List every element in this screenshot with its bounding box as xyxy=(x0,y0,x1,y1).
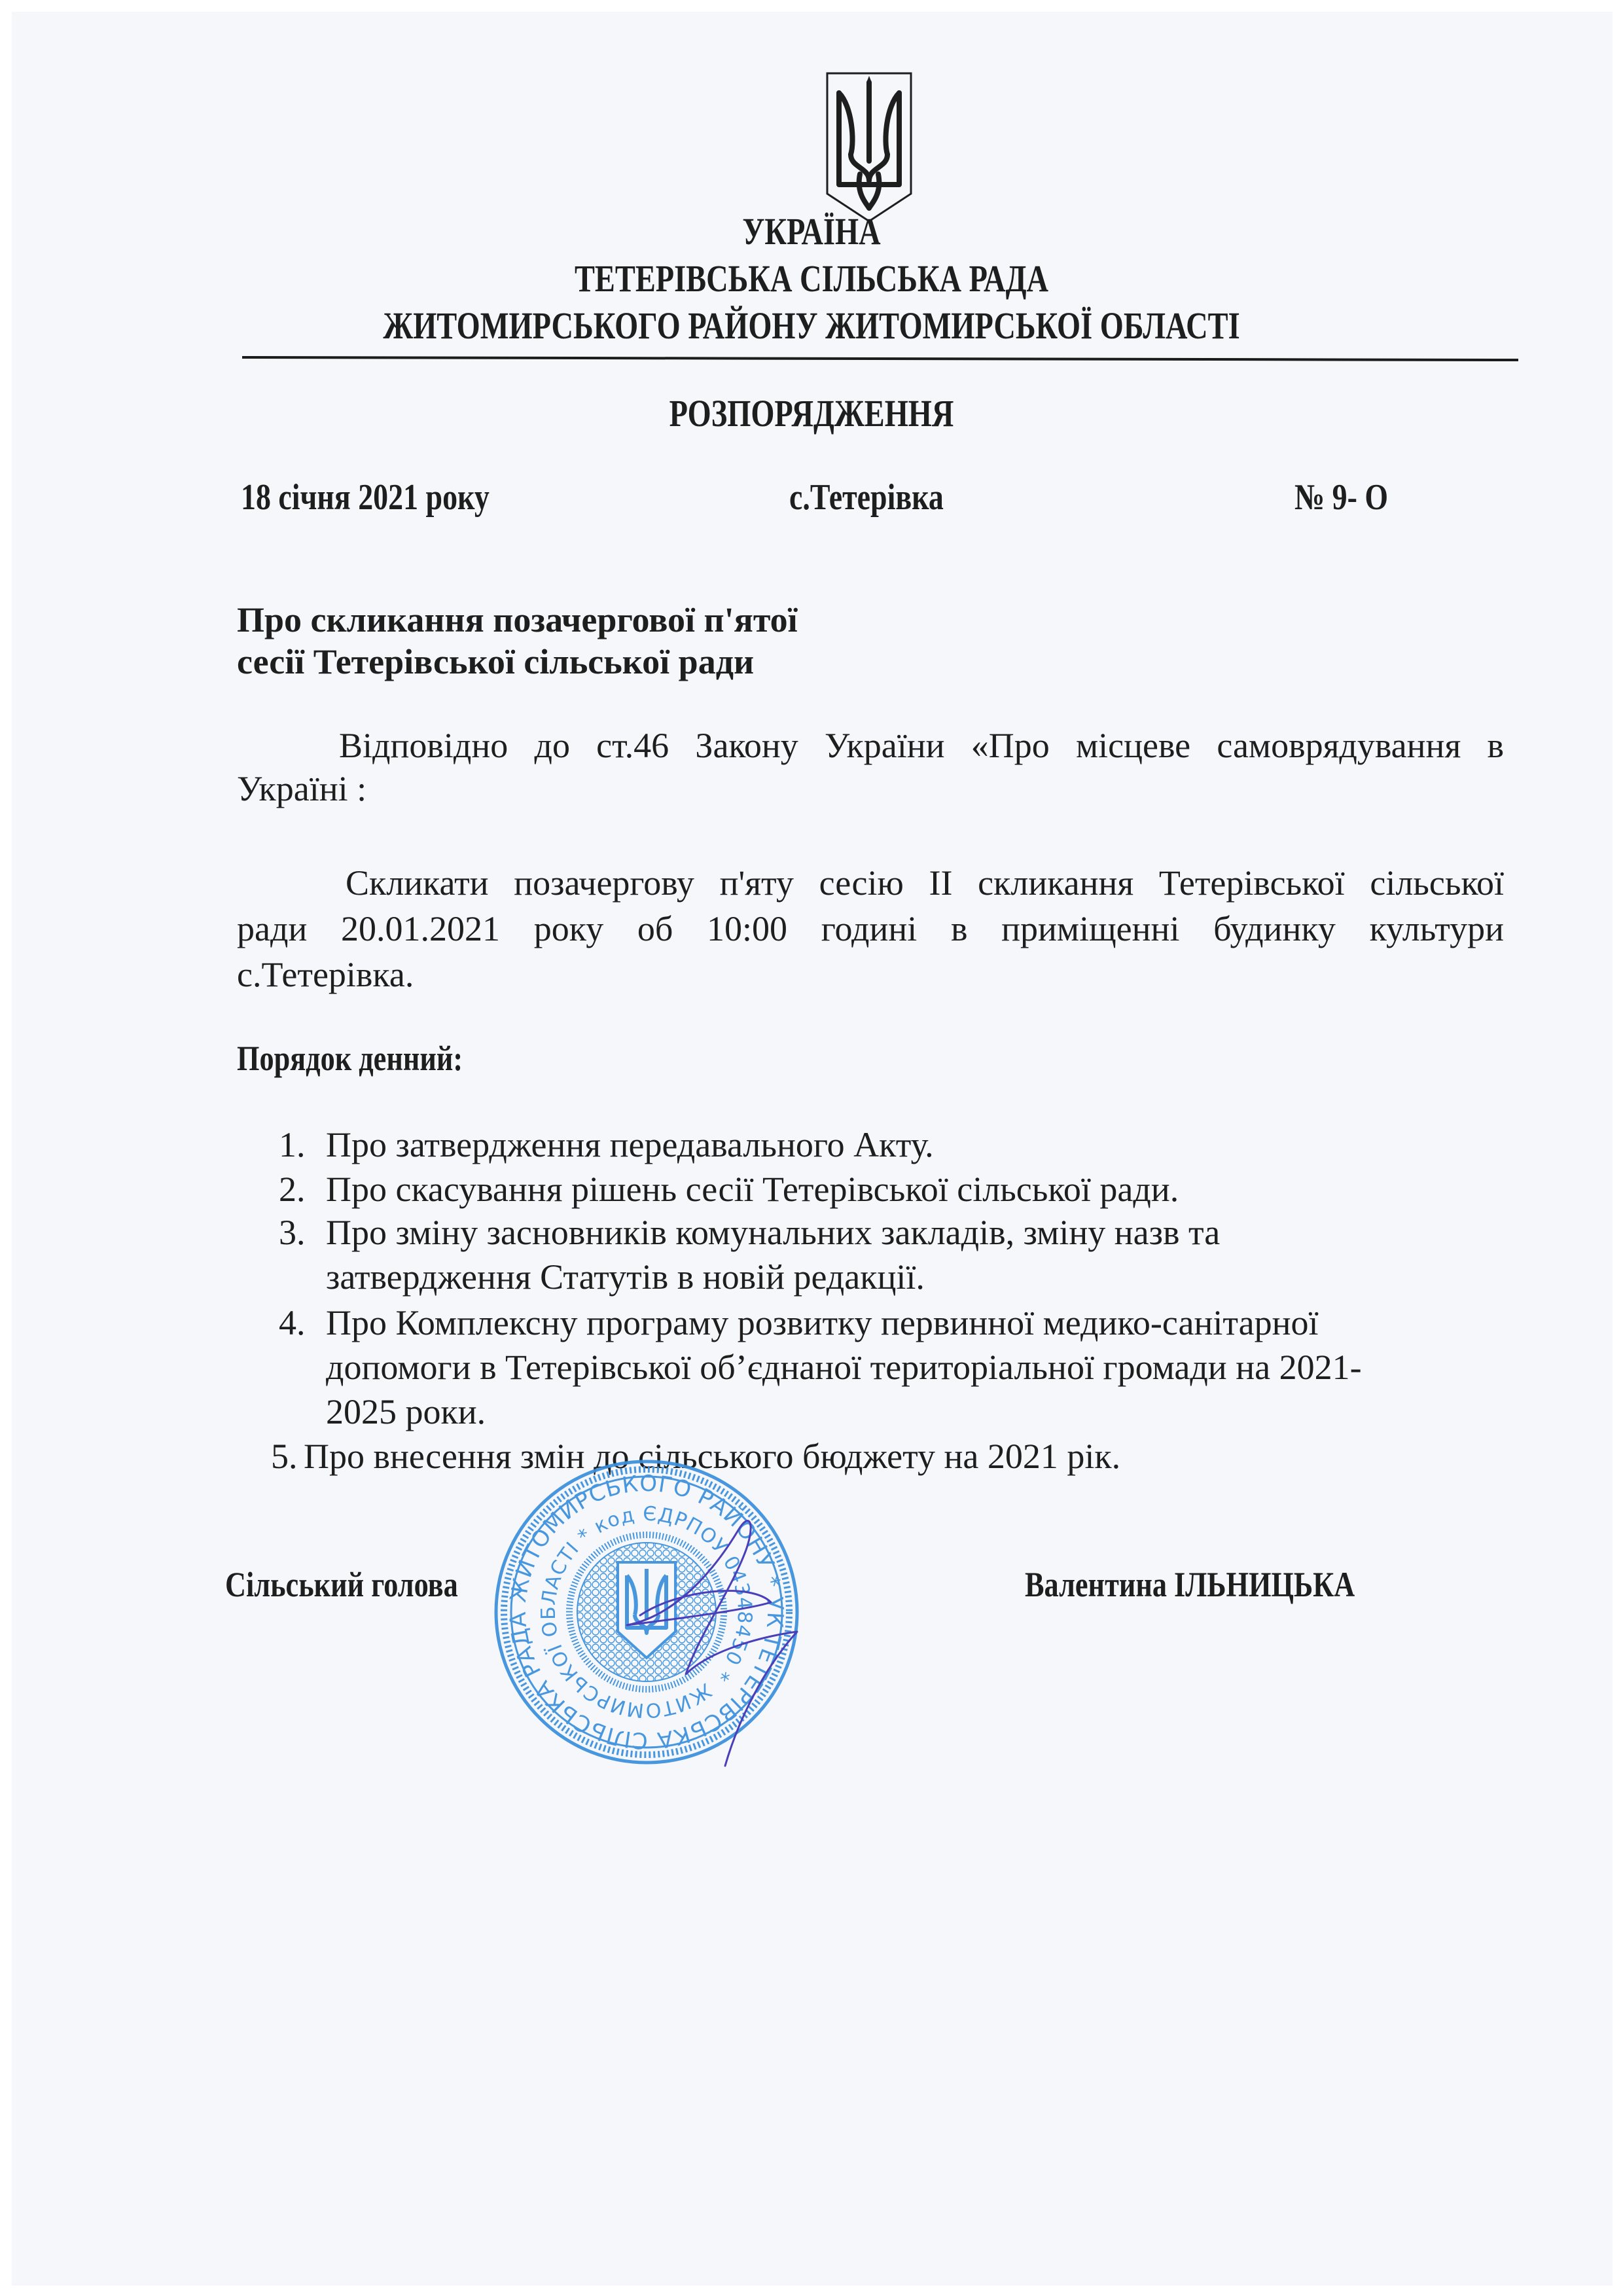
agenda-item-text: Про внесення змін до сільського бюджету на 2021 рік. xyxy=(304,1437,1121,1476)
agenda-item-number: 3. xyxy=(279,1213,306,1252)
agenda-item-number: 4. xyxy=(279,1303,306,1342)
header-country: УКРАЇНА xyxy=(742,210,881,253)
preamble-line-1: Відповідно до ст.46 Закону України «Про місцеве самоврядування в xyxy=(339,726,1504,765)
header-council: ТЕТЕРІВСЬКА СІЛЬСЬКА РАДА xyxy=(574,257,1049,300)
stamp-outer-text: ТЕТЕРІВСЬКА СІЛЬСЬКА РАДА ЖИТОМИРСЬКОГО РАЙОНУ * УКРАЇНА xyxy=(505,1470,789,1754)
agenda-item-text: Про затвердження передавального Акту. xyxy=(326,1125,934,1164)
agenda-title: Порядок денний: xyxy=(237,1039,463,1078)
trident-coat-of-arms-icon xyxy=(823,69,915,226)
scanned-page xyxy=(12,12,1613,2286)
agenda-item-number: 2. xyxy=(279,1170,306,1209)
header-region: ЖИТОМИРСЬКОГО РАЙОНУ ЖИТОМИРСЬКОЇ ОБЛАСТІ xyxy=(383,304,1240,347)
document-type-title: РОЗПОРЯДЖЕННЯ xyxy=(669,392,954,435)
agenda-item-number: 1. xyxy=(279,1125,306,1164)
preamble-line-2: Україні : xyxy=(237,769,367,808)
document-number: № 9- О xyxy=(1294,477,1389,518)
agenda-item-text: Про Комплексну програму розвитку первинної медико-санітарної xyxy=(326,1303,1319,1342)
agenda-item-text: затвердження Статутів в новій редакції. xyxy=(326,1257,925,1297)
signatory-position: Сільський голова xyxy=(225,1565,458,1604)
agenda-item-text: 2025 роки. xyxy=(326,1392,486,1431)
header-divider xyxy=(242,356,1518,361)
stamp-inner-text: ЖИТОМИРСЬКОЇ ОБЛАСТІ * код ЄДРПОУ 04348450 * xyxy=(537,1502,757,1722)
subject-line-2: сесії Тетерівської сільської ради xyxy=(237,642,755,681)
subject-line-1: Про скликання позачергової п'ятої xyxy=(237,600,798,639)
document-date: 18 січня 2021 року xyxy=(241,477,490,518)
agenda-item-number: 5. xyxy=(271,1437,298,1476)
signatory-name: Валентина ІЛЬНИЦЬКА xyxy=(1025,1565,1355,1604)
handwritten-signature xyxy=(601,1504,863,1779)
agenda-item-text: Про зміну засновників комунальних закладів, зміну назв та xyxy=(326,1213,1221,1252)
decision-line-1: Скликати позачергову п'яту сесію ІІ скликання Тетерівської сільської xyxy=(346,863,1504,903)
agenda-item-text: Про скасування рішень сесії Тетерівської сільської ради. xyxy=(326,1170,1179,1209)
decision-line-3: с.Тетерівка. xyxy=(237,955,414,994)
agenda-item-text: допомоги в Тетерівської об’єднаної територіальної громади на 2021- xyxy=(326,1348,1362,1387)
document-place: с.Тетерівка xyxy=(789,477,944,518)
decision-line-2: ради 20.01.2021 року об 10:00 годині в приміщенні будинку культури xyxy=(237,909,1504,948)
